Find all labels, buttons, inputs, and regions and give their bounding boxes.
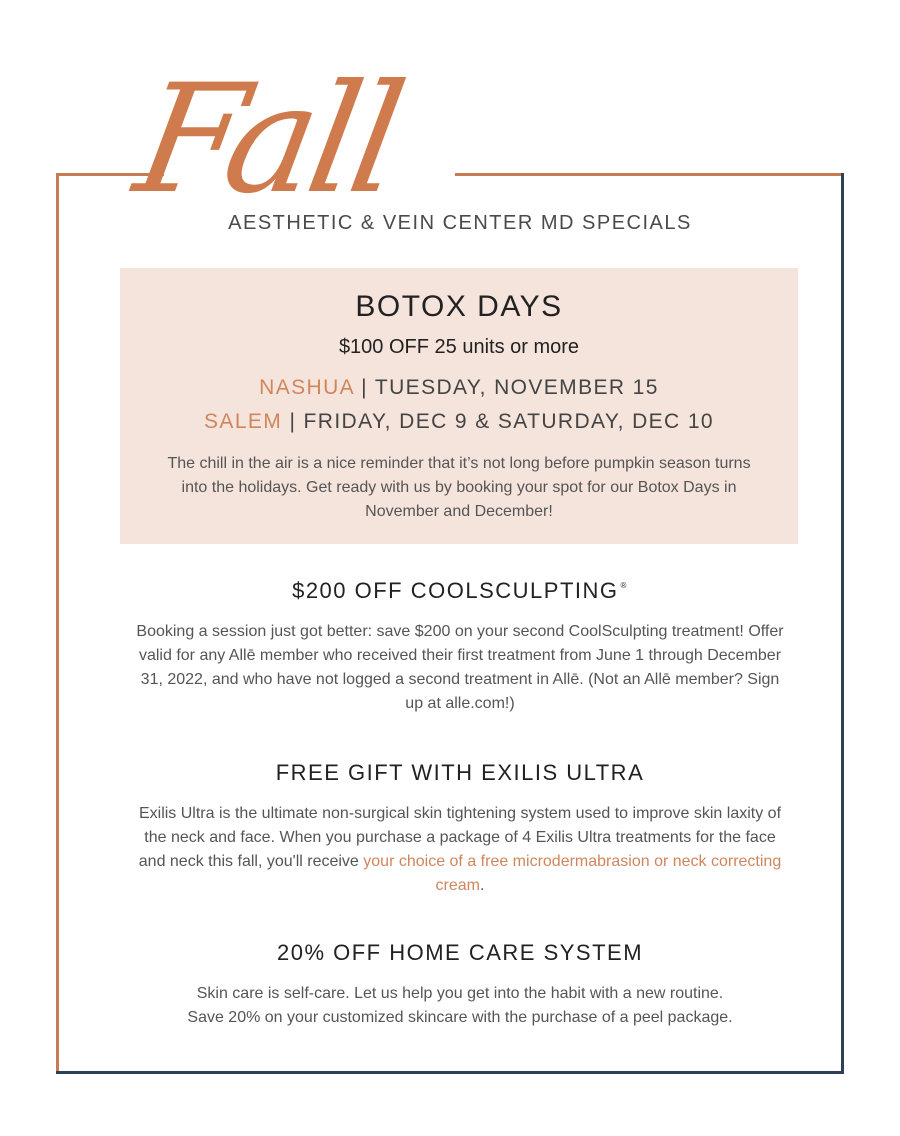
homecare-description	[130, 982, 790, 1030]
location-separator: |	[282, 410, 304, 433]
location-line-salem	[120, 410, 798, 434]
frame-right-line	[841, 173, 844, 1074]
coolsculpting-title	[130, 578, 790, 604]
exilis-description-text: Exilis Ultra is the ultimate non-surgical skin tightening system used to improve skin laxity of the neck and face. When you purchase a package of 4 Exilis Ultra treatments for the face and neck this fall, you'll receive	[138, 805, 782, 870]
exilis-description-end: .	[480, 877, 485, 894]
exilis-gift-highlight: your choice of a free microdermabrasion or neck correcting cream	[363, 853, 782, 894]
homecare-section	[130, 940, 790, 1030]
location-name: SALEM	[204, 410, 283, 433]
location-separator: |	[353, 376, 375, 399]
botox-title: BOTOX DAYS	[355, 290, 563, 323]
botox-days-panel	[120, 268, 798, 544]
exilis-description	[130, 802, 790, 898]
exilis-title: FREE GIFT WITH EXILIS ULTRA	[275, 760, 645, 785]
location-date: FRIDAY, DEC 9 & SATURDAY, DEC 10	[303, 410, 714, 433]
homecare-description-line1: Skin care is self-care. Let us help you get into the habit with a new routine.	[196, 985, 724, 1002]
location-date: TUESDAY, NOVEMBER 15	[374, 376, 659, 399]
botox-offer: $100 OFF 25 units or more	[338, 336, 580, 358]
coolsculpting-description: Booking a session just got better: save $200 on your second CoolSculpting treatment! Offer valid for any Allē member who received their first treatment from June 1 through December 31, 2022, and who have not logged a second treatment in Allē. (Not an Allē member? Sign up at alle.com!)	[136, 623, 784, 712]
fall-script-title: Fall	[124, 53, 411, 227]
homecare-title: 20% OFF HOME CARE SYSTEM	[276, 940, 644, 965]
botox-description: The chill in the air is a nice reminder that it’s not long before pumpkin season turns into the holidays. Get ready with us by booking your spot for our Botox Days in November and December!	[167, 455, 751, 520]
page-subtitle: AESTHETIC & VEIN CENTER MD SPECIALS	[228, 212, 692, 234]
location-line-nashua	[120, 376, 798, 400]
registered-mark: ®	[620, 581, 628, 590]
exilis-section	[130, 760, 790, 898]
frame-left-line	[56, 173, 59, 1072]
frame-bottom-line	[56, 1071, 844, 1074]
homecare-description-line2: Save 20% on your customized skincare with the purchase of a peel package.	[187, 1009, 733, 1026]
coolsculpting-title-text: $200 OFF COOLSCULPTING	[292, 578, 619, 603]
location-name: NASHUA	[259, 376, 354, 399]
frame-top-right-line	[455, 173, 843, 176]
coolsculpting-section	[130, 578, 790, 716]
